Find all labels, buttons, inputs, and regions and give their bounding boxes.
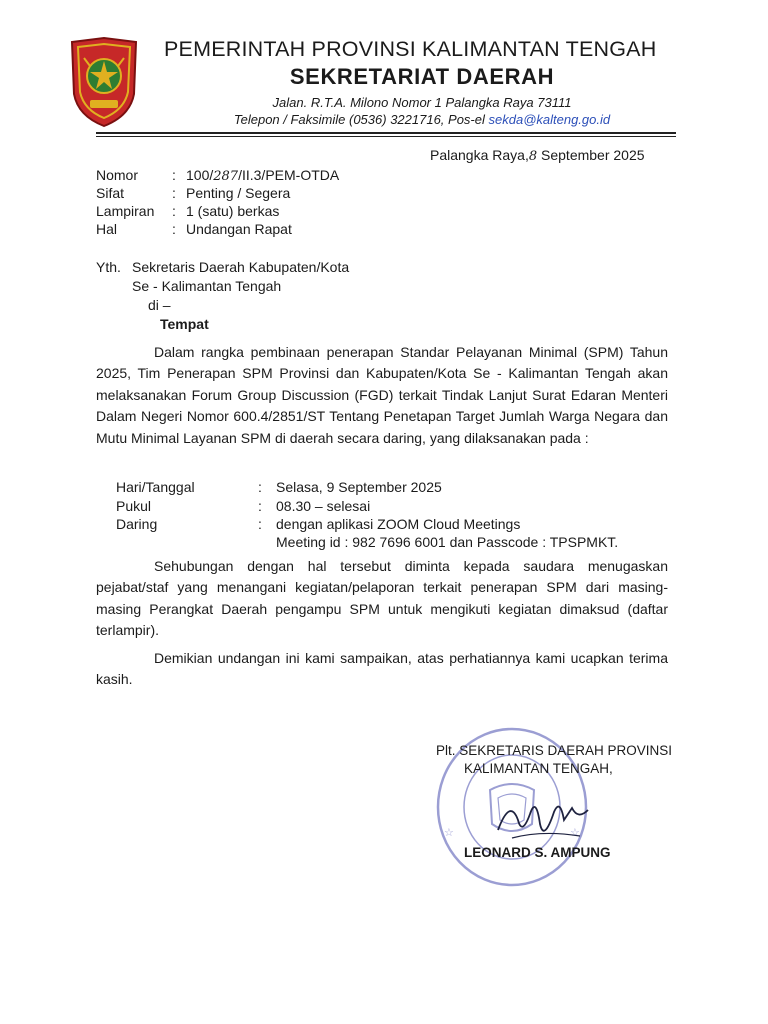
meta-value-hal: Undangan Rapat — [186, 221, 292, 237]
meta-value-nomor — [186, 166, 339, 186]
place-date — [430, 146, 645, 166]
svg-text:☆: ☆ — [444, 827, 454, 839]
meta-colon: : — [172, 203, 176, 219]
handwritten-signature — [492, 790, 592, 846]
meta-colon: : — [172, 167, 176, 183]
meta-value-lampiran: 1 (satu) berkas — [186, 203, 280, 219]
letterhead-rule-thin — [96, 136, 676, 137]
detail-label-time: Pukul — [116, 498, 152, 514]
detail-value-online: dengan aplikasi ZOOM Cloud Meetings — [276, 516, 521, 532]
detail-colon: : — [258, 516, 262, 532]
letterhead-contact — [164, 112, 680, 127]
letterhead-office-title: SEKRETARIAT DAERAH — [289, 64, 555, 89]
meta-label-lampiran: Lampiran — [96, 203, 155, 219]
letter-number-suffix: /II.3/PEM-OTDA — [238, 167, 340, 183]
detail-label-date: Hari/Tanggal — [116, 479, 195, 495]
place: Palangka Raya, — [430, 147, 529, 163]
letterhead-address: Jalan. R.T.A. Milono Nomor 1 Palangka Raya 73111 — [272, 95, 572, 110]
body-paragraph-2: Sehubungan dengan hal tersebut diminta kepada saudara menugaskan pejabat/staf yang menangani kegiatan/pelaporan terkait penerapan SPM dari masing-masing Perangkat Daerah pengampu SPM untuk mengikuti kegiatan dimaksud (daftar terlampir). — [96, 558, 668, 639]
month-year: September 2025 — [541, 147, 645, 163]
signatory-title — [436, 742, 672, 778]
letter-number-handwritten: 287 — [213, 169, 239, 184]
letterhead-phone: Telepon / Faksimile (0536) 3221716, Pos-el — [233, 112, 489, 127]
handwritten-day: 8 — [528, 149, 538, 164]
recipient-salutation: Yth. — [96, 259, 121, 275]
meta-label-nomor: Nomor — [96, 167, 139, 183]
recipient-line3: di – — [148, 297, 171, 313]
detail-colon: : — [258, 498, 262, 514]
letterhead-government-title: PEMERINTAH PROVINSI KALIMANTAN TENGAH — [164, 37, 657, 61]
signatory-name: LEONARD S. AMPUNG — [464, 845, 611, 860]
letterhead-email-link[interactable]: sekda@kalteng.go.id — [488, 112, 611, 127]
meeting-credentials: Meeting id : 982 7696 6001 dan Passcode : TPSPMKT. — [276, 534, 619, 550]
meta-label-hal: Hal — [96, 221, 118, 237]
letter-number-prefix: 100/ — [186, 167, 214, 183]
recipient-line2: Se - Kalimantan Tengah — [132, 278, 282, 294]
body-paragraph-1: Dalam rangka pembinaan penerapan Standar Pelayanan Minimal (SPM) Tahun 2025, Tim Penerapan SPM Provinsi dan Kabupaten/Kota Se - Kalimantan Tengah akan melaksanakan Forum Group Discussion (FGD) terkait Tindak Lanjut Surat Edaran Menteri Dalam Negeri Nomor 600.4/2851/ST Tentang Penetapan Target Jumlah Warga Negara dan Mutu Minimal Layanan SPM di daerah secara daring, yang dilaksanakan pada : — [96, 344, 668, 446]
detail-label-online: Daring — [116, 516, 158, 532]
svg-text:☆: ☆ — [570, 827, 580, 839]
detail-value-time: 08.30 – selesai — [276, 498, 371, 514]
recipient-place: Tempat — [160, 316, 209, 332]
meta-colon: : — [172, 221, 176, 237]
coat-of-arms-logo — [68, 36, 140, 128]
detail-value-date: Selasa, 9 September 2025 — [276, 479, 442, 495]
meta-label-sifat: Sifat — [96, 185, 125, 201]
letterhead-rule — [96, 132, 676, 134]
detail-colon: : — [258, 479, 262, 495]
body-paragraph-3: Demikian undangan ini kami sampaikan, atas perhatiannya kami ucapkan terima kasih. — [96, 650, 668, 688]
meta-colon: : — [172, 185, 176, 201]
meta-value-sifat: Penting / Segera — [186, 185, 291, 201]
signatory-title-line1: Plt. SEKRETARIS DAERAH PROVINSI — [436, 743, 673, 758]
recipient-line1: Sekretaris Daerah Kabupaten/Kota — [132, 259, 350, 275]
signatory-title-line2: KALIMANTAN TENGAH, — [464, 761, 613, 776]
